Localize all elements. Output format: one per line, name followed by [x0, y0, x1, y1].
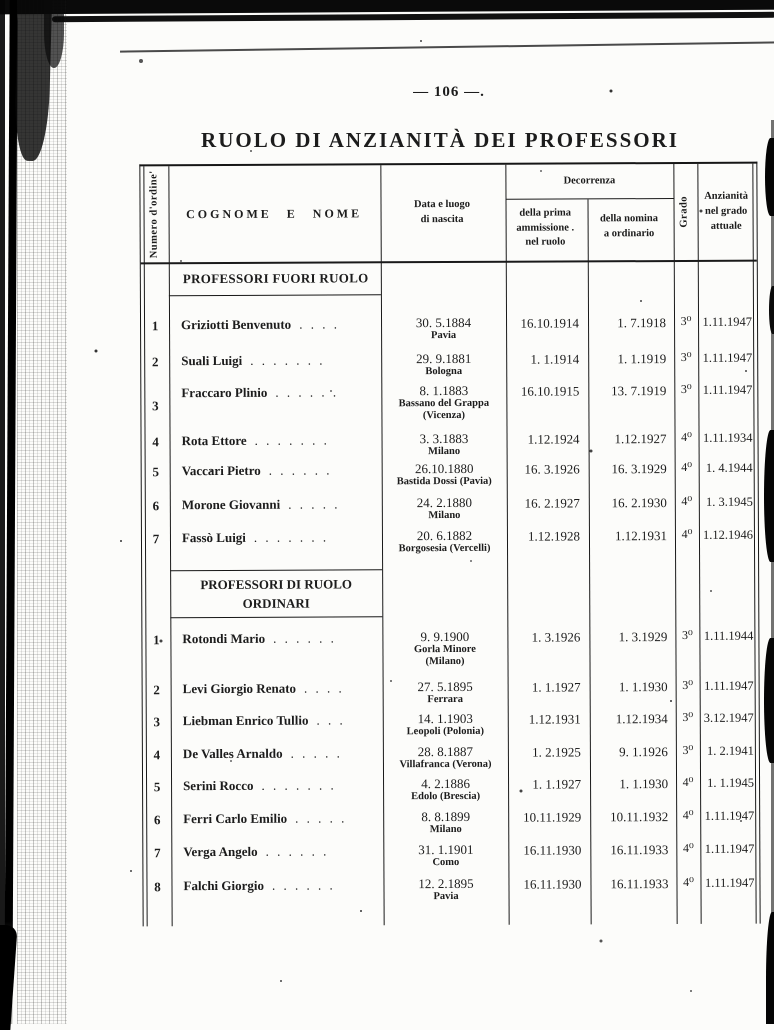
header-cognome-nome: COGNOME E NOME	[186, 205, 363, 221]
row-number: 7	[152, 531, 160, 547]
birth-date: 29. 9.1881	[416, 350, 472, 367]
row-number: 5	[153, 779, 161, 795]
nomination-date: 1. 3.1929	[618, 629, 668, 645]
dot-leaders: . . . . . .	[268, 462, 330, 478]
grade: 3⁰	[682, 709, 694, 724]
grade: 4⁰	[682, 807, 694, 822]
professor-name-cell	[171, 838, 383, 860]
grade: 3⁰	[682, 677, 694, 692]
first-admission-date: 16.11.1930	[523, 876, 582, 892]
birth-place: Borgosesia (Vercelli)	[398, 542, 491, 555]
birth-cell	[381, 347, 506, 379]
birth-cell	[382, 524, 507, 556]
header-prima-ammissione: della prima ammissione . nel ruolo	[516, 207, 575, 248]
seniority-date: 1. 3.1945	[705, 494, 753, 509]
row-number: 2	[151, 354, 159, 370]
row-number: 6	[152, 498, 160, 514]
nomination-date: 1. 1.1930	[618, 679, 668, 695]
professor-name: Fassò Luigi	[181, 529, 246, 546]
birth-date: 12. 2.1895	[418, 875, 474, 892]
birth-place: Edolo (Brescia)	[411, 790, 481, 803]
first-admission-date: 10.11.1929	[523, 809, 582, 825]
birth-cell	[382, 491, 507, 523]
scan-blob-right-4	[764, 638, 774, 763]
seniority-date: 3.12.1947	[703, 710, 754, 725]
dot-leaders: . . . . .	[290, 745, 340, 761]
scan-blob-right-5	[766, 912, 774, 1024]
dot-leaders: . . . . .	[288, 496, 338, 512]
nomination-date: 16. 3.1929	[611, 461, 667, 477]
grade: 4⁰	[682, 840, 694, 855]
dot-leaders: . . . . .	[295, 810, 345, 826]
professor-name: Rotondi Mario	[182, 630, 266, 647]
scan-binding-bar-2	[4, 0, 17, 1024]
dot-leaders: . . . . . . .	[250, 352, 323, 368]
birth-place: Leopoli (Polonia)	[406, 725, 484, 738]
table-row	[143, 674, 759, 709]
birth-date: 28. 8.1887	[417, 743, 474, 760]
seniority-date: 1. 1.1945	[707, 775, 755, 790]
table-row	[142, 456, 758, 493]
table-row	[143, 804, 759, 840]
row-number: 6	[153, 812, 161, 828]
birth-date: 30. 5.1884	[415, 314, 472, 331]
grade: 4⁰	[681, 459, 693, 474]
page-number: — 106 —.	[413, 84, 485, 100]
nomination-date: 16.11.1933	[610, 842, 669, 858]
birth-date: 8. 8.1899	[421, 808, 471, 825]
nomination-date: 13. 7.1919	[611, 383, 667, 399]
scan-blob-bottom-left	[0, 925, 18, 1030]
birth-cell	[382, 625, 507, 669]
birth-cell	[383, 707, 508, 739]
birth-place: Bologna	[425, 365, 463, 378]
birth-place: Gorla Minore	[413, 643, 476, 656]
header-numero-ordine: Numero d'ordine'	[148, 170, 161, 259]
first-admission-date: 1.12.1931	[528, 711, 581, 727]
section-title: PROFESSORI FUORI RUOLO	[169, 261, 381, 296]
first-admission-date: 16. 3.1926	[524, 461, 580, 477]
birth-place-2: (Vicenza)	[422, 409, 466, 422]
nomination-date: 16. 2.1930	[611, 495, 667, 511]
birth-cell	[383, 805, 508, 837]
table-row	[143, 739, 759, 774]
birth-place: Pavia	[433, 890, 459, 903]
birth-place: Como	[432, 856, 460, 869]
dot-leaders: . . . . . .	[271, 877, 333, 893]
birth-cell	[383, 740, 508, 772]
first-admission-date: 1.12.1924	[527, 431, 580, 447]
birth-place: Pavia	[431, 329, 457, 342]
birth-place: Villafranca (Verona)	[399, 758, 492, 771]
header-decorrenza: Decorrenza	[563, 175, 616, 187]
birth-date: 3. 3.1883	[419, 430, 469, 447]
row-number: 5	[152, 464, 159, 480]
first-admission-date: 1. 2.1925	[532, 744, 581, 760]
birth-place: Milano	[428, 445, 461, 458]
professor-name-cell	[171, 872, 383, 894]
grade: 4⁰	[681, 493, 693, 508]
birth-place: Bassano del Grappa	[398, 397, 490, 410]
dot-leaders: . . . .	[303, 680, 342, 696]
table-row	[143, 837, 759, 874]
professor-name-cell	[171, 740, 383, 762]
professor-name-cell	[171, 805, 383, 827]
professor-name-cell	[171, 772, 383, 794]
birth-date: 27. 5.1895	[417, 678, 473, 695]
row-number: 3	[152, 398, 159, 414]
table-row	[141, 310, 757, 349]
professor-name-cell	[170, 457, 382, 479]
table-row	[142, 624, 758, 677]
professor-name: Verga Angelo	[183, 843, 258, 860]
seniority-date: 1.11.1947	[702, 314, 753, 329]
page-title: RUOLO DI ANZIANITÀ DEI PROFESSORI	[201, 128, 679, 152]
professor-name-cell	[170, 491, 382, 513]
header-anzianita: Anzianità nel grado attuale	[704, 190, 748, 232]
seniority-date: 1.11.1947	[704, 678, 754, 693]
professor-name: Rota Ettore	[181, 432, 247, 449]
first-admission-date: 16.10.1915	[520, 383, 580, 399]
birth-place: Milano	[428, 509, 461, 522]
grade: 3⁰	[680, 349, 692, 364]
seniority-date: 1.11.1947	[704, 841, 755, 856]
birth-cell	[381, 427, 506, 459]
birth-cell	[383, 872, 508, 904]
professor-name-cell	[170, 625, 382, 647]
birth-place-2: (Milano)	[425, 655, 465, 668]
seniority-date: 1.11.1944	[703, 628, 754, 643]
first-admission-date: 1. 1.1927	[531, 679, 581, 695]
nomination-date: 9. 1.1926	[619, 744, 668, 760]
section-title: PROFESSORI DI RUOLO ORDINARI	[170, 569, 382, 618]
section-header-ruolo-ordinari	[142, 558, 758, 627]
birth-cell	[383, 675, 508, 707]
table-row	[143, 871, 759, 910]
scan-dust-specks	[0, 0, 2, 2]
professor-name: Ferri Carlo Emilio	[183, 810, 288, 827]
seniority-date: 1.11.1947	[704, 808, 755, 823]
professor-name: Morone Giovanni	[181, 496, 281, 513]
professor-name: De Valles Arnaldo	[182, 745, 283, 762]
scan-blob-right-3	[764, 430, 774, 562]
nomination-date: 1. 1.1919	[617, 351, 667, 367]
table-row	[141, 426, 757, 459]
professor-name-cell	[169, 427, 381, 449]
nomination-date: 1.12.1927	[614, 431, 667, 447]
birth-cell	[383, 838, 508, 870]
dot-leaders: . . .	[316, 712, 343, 728]
first-admission-date: 1. 1.1927	[532, 776, 582, 792]
grade: 3⁰	[682, 742, 694, 757]
birth-cell	[381, 311, 506, 343]
birth-place: Bastida Dossi (Pavia)	[396, 475, 492, 488]
grade: 3⁰	[680, 313, 692, 328]
scan-page-edge-line	[120, 41, 774, 52]
seniority-date: 1.11.1947	[704, 875, 755, 890]
seniority-date: 1.12.1946	[702, 527, 753, 542]
professor-name-cell	[171, 707, 383, 729]
header-nomina-ordinario: della nomina a ordinario	[599, 213, 659, 239]
nomination-date: 1.12.1931	[614, 528, 667, 544]
table-row	[143, 706, 759, 742]
seniority-date: 1. 4.1944	[705, 460, 753, 475]
grade: 4⁰	[681, 526, 693, 541]
table-row	[141, 346, 757, 381]
birth-date: 20. 6.1882	[416, 527, 473, 544]
birth-date: 24. 2.1880	[416, 494, 472, 511]
table-row	[143, 771, 759, 807]
professor-name: Suali Luigi	[181, 352, 243, 369]
professor-name: Liebman Enrico Tullio	[182, 712, 309, 729]
professor-name: Griziotti Benvenuto	[181, 316, 292, 333]
professor-name-cell	[170, 524, 382, 546]
table-row	[141, 378, 757, 429]
professor-name: Falchi Giorgio	[183, 877, 265, 894]
row-number: 1	[153, 632, 160, 648]
seniority-table	[139, 162, 760, 927]
birth-date: 8. 1.1883	[419, 382, 469, 399]
row-number: 4	[152, 434, 159, 450]
dot-leaders: . . . . . .	[275, 384, 337, 400]
first-admission-date: 16. 2.1927	[524, 495, 580, 511]
birth-cell	[383, 772, 508, 804]
birth-cell	[382, 457, 507, 489]
birth-place: Milano	[429, 823, 462, 836]
dot-leaders: . . . . . . .	[254, 432, 327, 448]
first-admission-date: 1.12.1928	[527, 528, 580, 544]
grade: 3⁰	[681, 627, 693, 642]
grade: 4⁰	[682, 774, 694, 789]
seniority-date: 1.11.1934	[702, 430, 753, 445]
table-row	[142, 523, 758, 561]
first-admission-date: 16.11.1930	[523, 842, 582, 858]
dot-leaders: . . . .	[299, 316, 337, 332]
dot-leaders: . . . . . . .	[253, 529, 327, 545]
professor-name-cell	[169, 379, 381, 401]
dot-leaders: . . . . . .	[273, 630, 334, 646]
header-grado: Grado	[678, 196, 690, 228]
row-number: 3	[153, 714, 161, 730]
professor-name-cell	[169, 347, 381, 369]
nomination-date: 1. 7.1918	[617, 315, 667, 331]
seniority-date: 1.11.1947	[702, 350, 753, 365]
nomination-date: 1. 1.1930	[619, 776, 669, 792]
birth-date: 4. 2.1886	[421, 775, 470, 792]
professor-name-cell	[171, 675, 383, 697]
table-row	[142, 490, 758, 526]
header-data-luogo-nascita: Data e luogo di nascita	[414, 198, 471, 226]
section-header-fuori-ruolo	[141, 260, 757, 313]
birth-date: 26.10.1880	[414, 460, 474, 477]
birth-date: 31. 1.1901	[418, 841, 474, 858]
birth-cell	[381, 379, 506, 423]
professor-name: Levi Giorgio Renato	[182, 680, 297, 697]
scan-blob-right-2	[769, 286, 774, 334]
birth-date: 9. 9.1900	[420, 628, 470, 645]
first-admission-date: 1. 3.1926	[531, 629, 581, 645]
dot-leaders: . . . . . . .	[261, 777, 334, 793]
nomination-date: 10.11.1932	[610, 809, 669, 825]
nomination-date: 1.12.1934	[615, 711, 668, 727]
row-number: 2	[153, 682, 160, 698]
grade: 3⁰	[680, 381, 692, 396]
scan-blotch-top-left-2	[44, 0, 64, 68]
birth-place: Ferrara	[427, 693, 463, 706]
row-number: 7	[154, 845, 161, 861]
grade: 4⁰	[683, 874, 694, 889]
row-number: 1	[151, 318, 159, 334]
professor-name: Vaccari Pietro	[181, 462, 261, 479]
birth-date: 14. 1.1903	[417, 710, 473, 727]
row-number: 4	[153, 747, 161, 763]
nomination-date: 16.11.1933	[610, 876, 669, 892]
professor-name-cell	[169, 311, 381, 333]
professor-name: Fraccaro Plinio	[181, 384, 268, 401]
first-admission-date: 1. 1.1914	[530, 351, 580, 367]
professor-name: Serini Rocco	[183, 777, 254, 794]
seniority-date: 1.11.1947	[702, 382, 753, 397]
first-admission-date: 16.10.1914	[520, 315, 580, 331]
grade: 4⁰	[681, 429, 692, 444]
row-number: 8	[154, 879, 161, 895]
dot-leaders: . . . . . .	[265, 843, 327, 859]
seniority-date: 1. 2.1941	[706, 743, 754, 758]
